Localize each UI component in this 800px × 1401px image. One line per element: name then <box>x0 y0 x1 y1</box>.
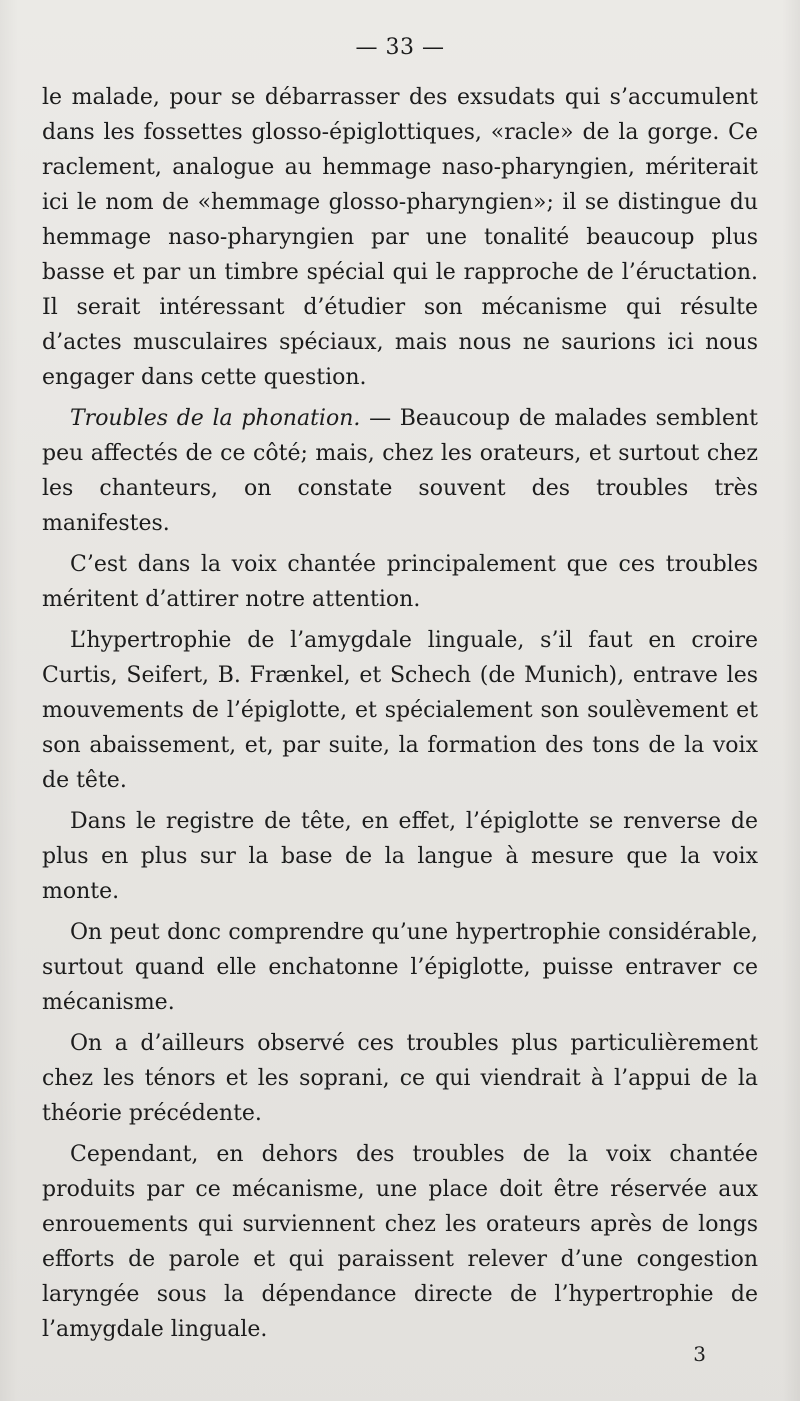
paragraph-8: Cependant, en dehors des troubles de la voix chantée produits par ce mécanisme, une place doit être réservée aux enrouements qui surviennent chez les orateurs après de longs efforts de parole et qui paraissent relever d’une congestion laryngée sous la dépendance directe de l’hypertrophie de l’amygdale linguale. <box>42 1142 758 1342</box>
paragraph-3: C’est dans la voix chantée principalement que ces troubles méritent d’attirer notre attention. <box>42 552 758 612</box>
section-heading-troubles-phonation: Troubles de la phonation. <box>70 406 361 431</box>
paragraph-1: le malade, pour se débarrasser des exsudats qui s’accumulent dans les fossettes glosso-épiglottiques, «racle» de la gorge. Ce raclement, analogue au hemmage naso-pharyngien, mériterait ici le nom de «hemmage glosso-pharyngien»; il se distingue du hemmage naso-pharyngien par une tonalité beaucoup plus basse et par un timbre spécial qui le rapproche de l’éructation. Il serait intéressant d’étudier son mécanisme qui résulte d’actes musculaires spéciaux, mais nous ne saurions ici nous engager dans cette question. <box>42 85 758 390</box>
paragraph-6: On peut donc comprendre qu’une hypertrophie considérable, surtout quand elle enchatonne l’épiglotte, puisse entraver ce mécanisme. <box>42 920 758 1015</box>
paragraph-2 <box>42 401 758 541</box>
paragraph-5: Dans le registre de tête, en effet, l’épiglotte se renverse de plus en plus sur la base de la langue à mesure que la voix monte. <box>42 809 758 904</box>
paragraph-2-text: — Beaucoup de malades semblent peu affectés de ce côté; mais, chez les orateurs, et surtout chez les chanteurs, on constate souvent des troubles très manifestes. <box>42 406 758 536</box>
paragraph-7: On a d’ailleurs observé ces troubles plus particulièrement chez les ténors et les soprani, ce qui viendrait à l’appui de la théorie précédente. <box>42 1031 758 1126</box>
paragraph-4: L’hypertrophie de l’amygdale linguale, s’il faut en croire Curtis, Seifert, B. Frænkel, et Schech (de Munich), entrave les mouvements de l’épiglotte, et spécialement son soulèvement et son abaissement, et, par suite, la formation des tons de la voix de tête. <box>42 628 758 793</box>
signature-mark: 3 <box>693 1342 706 1366</box>
page-number-header: — 33 — <box>355 35 445 60</box>
page-text-body <box>42 80 758 1347</box>
